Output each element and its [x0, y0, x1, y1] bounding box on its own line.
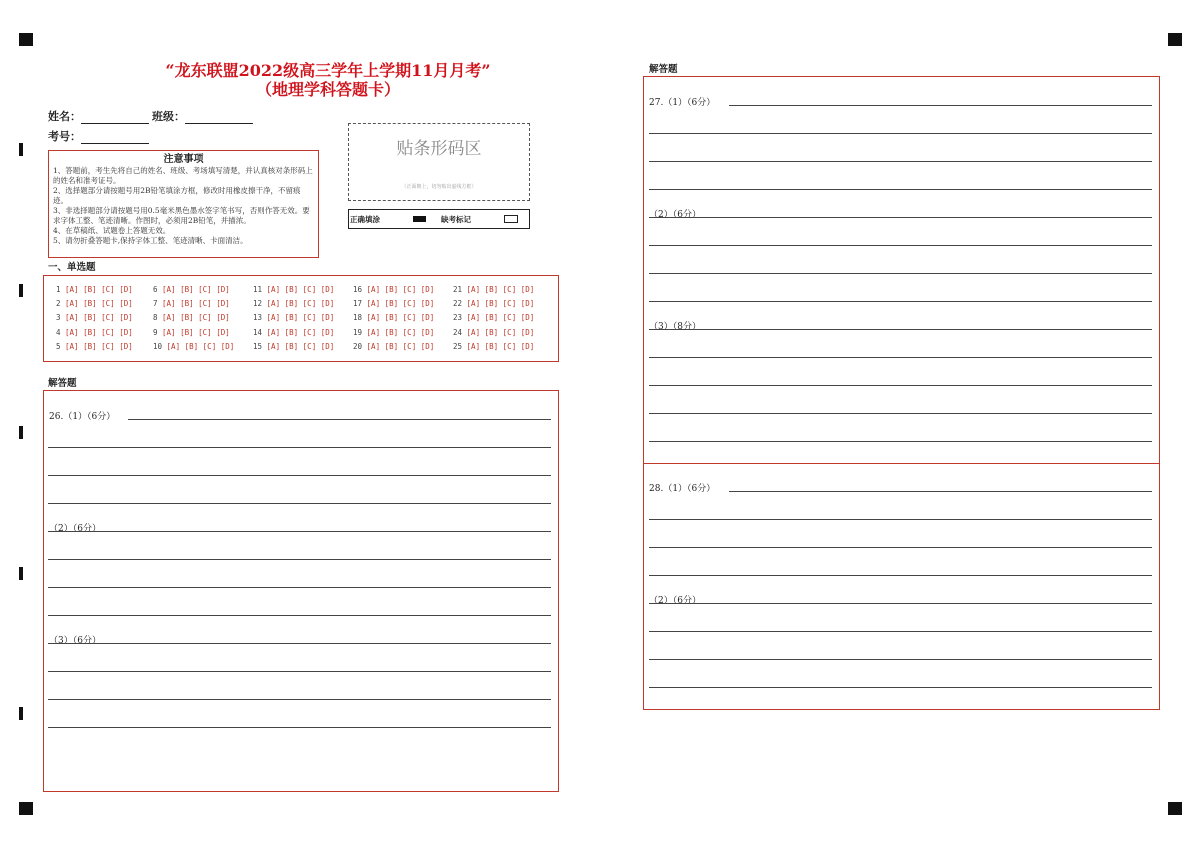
mcq-question-number: 16	[353, 285, 363, 294]
notice-box	[48, 150, 319, 258]
barcode-label: 贴条形码区	[396, 139, 482, 159]
timing-mark	[19, 426, 23, 439]
name-underline[interactable]	[81, 111, 149, 124]
absent-label: 缺考标记	[441, 215, 471, 224]
mcq-options[interactable]: [A] [B] [C] [D]	[462, 285, 535, 294]
correct-fill-sample	[413, 216, 426, 222]
mcq-question-6[interactable]	[153, 285, 230, 294]
mcq-question-23[interactable]	[453, 313, 534, 322]
mcq-question-number: 11	[253, 285, 263, 294]
mcq-question-3[interactable]	[56, 313, 133, 322]
answer-line[interactable]	[48, 559, 551, 560]
answer-line[interactable]	[649, 273, 1152, 274]
notice-item: 1、答题前，考生先将自己的姓名、班级、考场填写清楚，并认真核对条形码上的姓名和准考证号。	[53, 166, 313, 185]
mcq-question-number: 13	[253, 313, 263, 322]
mcq-options[interactable]: [A] [B] [C] [D]	[462, 313, 535, 322]
mcq-question-number: 6	[153, 285, 158, 294]
mcq-options[interactable]: [A] [B] [C] [D]	[162, 342, 235, 351]
class-label: 班级：	[152, 110, 185, 123]
mcq-options[interactable]: [A] [B] [C] [D]	[157, 299, 230, 308]
notice-item: 2、选择题部分请按题号用2B铅笔填涂方框，修改时用橡皮擦干净，不留痕迹。	[53, 186, 301, 205]
answer-line[interactable]	[649, 161, 1152, 162]
mcq-question-14[interactable]	[253, 328, 334, 337]
mcq-question-number: 21	[453, 285, 463, 294]
essay-box-q26	[43, 390, 559, 792]
q26-part2-label: （2）（6分）	[49, 524, 101, 534]
q27-part2-label: （2）（6分）	[649, 210, 701, 220]
mcq-question-10[interactable]	[153, 342, 234, 351]
mcq-question-11[interactable]	[253, 285, 334, 294]
mcq-question-number: 7	[153, 299, 158, 308]
mcq-question-number: 5	[56, 342, 61, 351]
mcq-options[interactable]: [A] [B] [C] [D]	[362, 285, 435, 294]
alignment-mark-top-right	[1168, 33, 1182, 46]
answer-line[interactable]	[649, 385, 1152, 386]
mcq-options[interactable]: [A] [B] [C] [D]	[60, 299, 133, 308]
barcode-area	[348, 123, 530, 201]
mcq-options[interactable]: [A] [B] [C] [D]	[60, 342, 133, 351]
mcq-options[interactable]: [A] [B] [C] [D]	[262, 328, 335, 337]
answer-line[interactable]	[649, 217, 1152, 218]
mcq-question-2[interactable]	[56, 299, 133, 308]
mcq-question-22[interactable]	[453, 299, 534, 308]
mcq-options[interactable]: [A] [B] [C] [D]	[362, 313, 435, 322]
mcq-question-24[interactable]	[453, 328, 534, 337]
answer-line[interactable]	[128, 419, 551, 420]
mcq-question-number: 12	[253, 299, 263, 308]
answer-line[interactable]	[649, 547, 1152, 548]
answer-line[interactable]	[48, 727, 551, 728]
mcq-question-number: 10	[153, 342, 163, 351]
essay-section-title-left: 解答题	[48, 378, 77, 389]
mcq-options[interactable]: [A] [B] [C] [D]	[60, 285, 133, 294]
answer-line[interactable]	[48, 643, 551, 644]
answer-line[interactable]	[649, 245, 1152, 246]
mcq-question-13[interactable]	[253, 313, 334, 322]
answer-line[interactable]	[48, 671, 551, 672]
mcq-options[interactable]: [A] [B] [C] [D]	[362, 299, 435, 308]
mcq-question-12[interactable]	[253, 299, 334, 308]
mcq-options[interactable]: [A] [B] [C] [D]	[362, 328, 435, 337]
mcq-question-25[interactable]	[453, 342, 534, 351]
answer-line[interactable]	[48, 475, 551, 476]
absent-checkbox[interactable]	[504, 215, 518, 223]
page-title: “龙东联盟2022级高三学年上学期11月月考”	[165, 61, 491, 80]
q28-part2-label: （2）（6分）	[649, 596, 701, 606]
mcq-section-title: 一、单选题	[48, 262, 96, 273]
mcq-question-number: 18	[353, 313, 363, 322]
mcq-question-number: 14	[253, 328, 263, 337]
class-field[interactable]	[152, 108, 253, 124]
answer-line[interactable]	[649, 301, 1152, 302]
answer-line[interactable]	[649, 441, 1152, 442]
q28-part1-label: 28.（1）（6分）	[649, 484, 716, 494]
alignment-mark-bottom-left	[19, 802, 33, 815]
answer-line[interactable]	[649, 133, 1152, 134]
q26-part3-label: （3）（6分）	[49, 636, 101, 646]
essay-box-q27	[643, 76, 1160, 464]
notice-item: 3、非选择题部分请按题号用0.5毫米黑色墨水签字笔书写，否则作答无效。要求字体工整、笔迹清晰。作图时，必须用2B铅笔，并描浓。	[53, 206, 310, 225]
name-label: 姓名：	[48, 110, 81, 123]
mcq-question-number: 17	[353, 299, 363, 308]
mcq-options[interactable]: [A] [B] [C] [D]	[157, 285, 230, 294]
answer-line[interactable]	[649, 687, 1152, 688]
notice-item: 5、请勿折叠答题卡,保持字体工整、笔迹清晰、卡面清洁。	[53, 236, 248, 245]
exam-number-field[interactable]	[48, 128, 149, 144]
mcq-question-number: 8	[153, 313, 158, 322]
timing-mark	[19, 707, 23, 720]
mcq-options[interactable]: [A] [B] [C] [D]	[60, 328, 133, 337]
mcq-question-number: 19	[353, 328, 363, 337]
mcq-question-16[interactable]	[353, 285, 434, 294]
q27-part3-label: （3）（8分）	[649, 322, 701, 332]
alignment-mark-top-left	[19, 33, 33, 46]
mcq-question-number: 23	[453, 313, 463, 322]
mcq-question-1[interactable]	[56, 285, 133, 294]
exam-number-label: 考号：	[48, 130, 81, 143]
mcq-question-number: 24	[453, 328, 463, 337]
mcq-question-number: 1	[56, 285, 61, 294]
mcq-question-number: 3	[56, 313, 61, 322]
answer-line[interactable]	[729, 491, 1152, 492]
mcq-question-15[interactable]	[253, 342, 334, 351]
answer-line[interactable]	[649, 575, 1152, 576]
answer-line[interactable]	[649, 659, 1152, 660]
notice-list	[53, 166, 314, 246]
mcq-question-number: 22	[453, 299, 463, 308]
mcq-options[interactable]: [A] [B] [C] [D]	[262, 342, 335, 351]
answer-line[interactable]	[48, 699, 551, 700]
timing-mark	[19, 567, 23, 580]
mcq-question-19[interactable]	[353, 328, 434, 337]
class-underline[interactable]	[185, 111, 253, 124]
answer-line[interactable]	[48, 587, 551, 588]
answer-line[interactable]	[649, 329, 1152, 330]
answer-line[interactable]	[649, 631, 1152, 632]
mcq-options[interactable]: [A] [B] [C] [D]	[462, 342, 535, 351]
mcq-question-number: 9	[153, 328, 158, 337]
essay-box-q28	[643, 463, 1160, 710]
mcq-question-9[interactable]	[153, 328, 230, 337]
alignment-mark-bottom-right	[1168, 802, 1182, 815]
mcq-options[interactable]: [A] [B] [C] [D]	[157, 313, 230, 322]
mcq-question-8[interactable]	[153, 313, 230, 322]
mcq-options[interactable]: [A] [B] [C] [D]	[60, 313, 133, 322]
notice-item: 4、在草稿纸、试题卷上答题无效。	[53, 226, 171, 235]
mcq-question-number: 15	[253, 342, 263, 351]
barcode-hint: （正面朝上，切勿贴出虚线方框）	[401, 184, 477, 190]
mcq-question-number: 4	[56, 328, 61, 337]
answer-line[interactable]	[649, 603, 1152, 604]
essay-section-title-right: 解答题	[649, 64, 678, 75]
answer-line[interactable]	[649, 357, 1152, 358]
mcq-question-7[interactable]	[153, 299, 230, 308]
fill-legend	[348, 209, 530, 229]
q27-part1-label: 27.（1）（6分）	[649, 98, 716, 108]
mcq-question-4[interactable]	[56, 328, 133, 337]
answer-line[interactable]	[649, 189, 1152, 190]
notice-heading: 注意事项	[163, 154, 204, 165]
answer-line[interactable]	[48, 531, 551, 532]
mcq-question-number: 25	[453, 342, 463, 351]
answer-line[interactable]	[48, 503, 551, 504]
mcq-options[interactable]: [A] [B] [C] [D]	[362, 342, 435, 351]
exam-number-underline[interactable]	[81, 131, 149, 144]
name-field[interactable]	[48, 108, 149, 124]
mcq-options[interactable]: [A] [B] [C] [D]	[262, 313, 335, 322]
answer-line[interactable]	[48, 615, 551, 616]
answer-line[interactable]	[649, 519, 1152, 520]
timing-mark	[19, 284, 23, 297]
mcq-options[interactable]: [A] [B] [C] [D]	[462, 328, 535, 337]
correct-fill-label: 正确填涂	[350, 215, 380, 224]
mcq-options[interactable]: [A] [B] [C] [D]	[462, 299, 535, 308]
mcq-options[interactable]: [A] [B] [C] [D]	[262, 299, 335, 308]
answer-line[interactable]	[649, 413, 1152, 414]
q26-part1-label: 26.（1）（6分）	[49, 412, 116, 422]
mcq-question-5[interactable]	[56, 342, 133, 351]
answer-line[interactable]	[729, 105, 1152, 106]
mcq-options[interactable]: [A] [B] [C] [D]	[157, 328, 230, 337]
answer-line[interactable]	[48, 447, 551, 448]
mcq-question-17[interactable]	[353, 299, 434, 308]
mcq-question-20[interactable]	[353, 342, 434, 351]
mcq-question-number: 2	[56, 299, 61, 308]
page-subtitle: （地理学科答题卡）	[255, 80, 400, 99]
mcq-question-21[interactable]	[453, 285, 534, 294]
mcq-question-number: 20	[353, 342, 363, 351]
timing-mark	[19, 143, 23, 156]
mcq-options[interactable]: [A] [B] [C] [D]	[262, 285, 335, 294]
mcq-question-18[interactable]	[353, 313, 434, 322]
